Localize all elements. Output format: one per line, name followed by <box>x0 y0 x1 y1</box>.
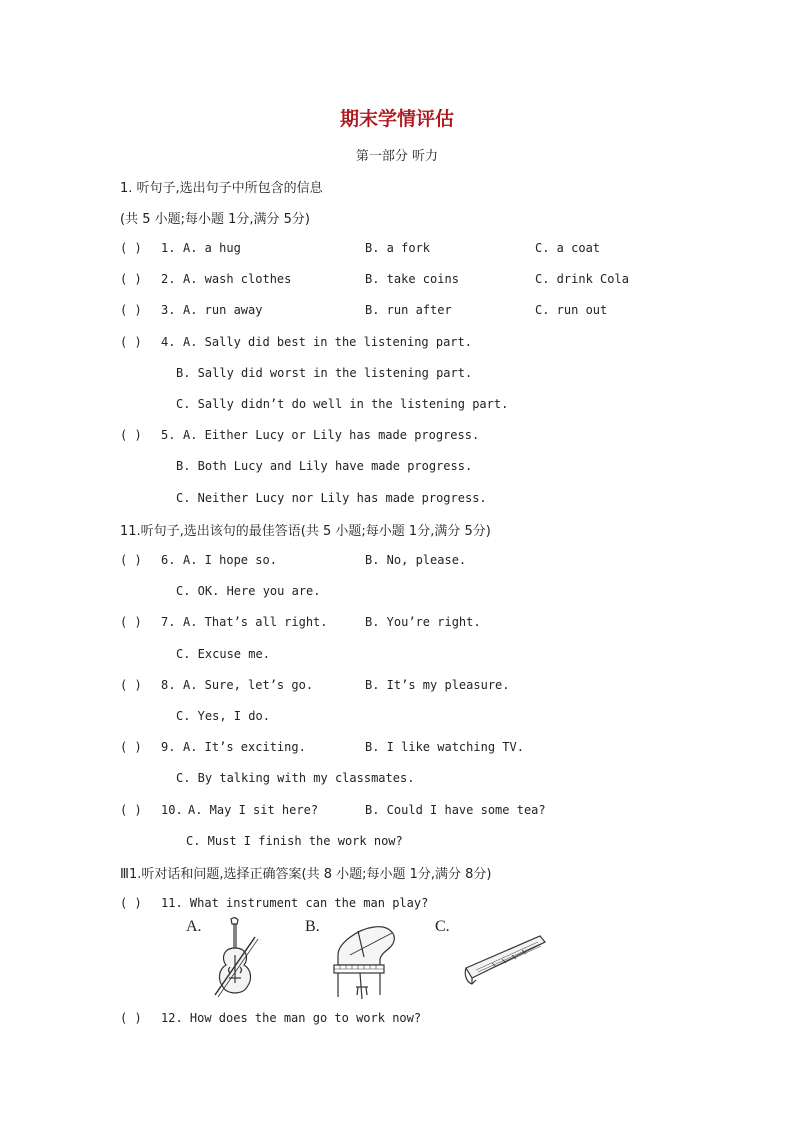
option-a-label: A. <box>186 918 202 935</box>
answer-blank[interactable]: ( ) <box>120 740 142 754</box>
answer-blank[interactable]: ( ) <box>120 303 142 317</box>
option-b: B. You’re right. <box>365 615 481 629</box>
question-number: 4. <box>161 335 176 349</box>
answer-blank[interactable]: ( ) <box>120 272 142 286</box>
question-number: 8. <box>161 678 176 692</box>
question-number: 6. <box>161 553 176 567</box>
question-number: 10. <box>161 803 183 817</box>
option-a: A. run away <box>183 303 263 317</box>
option-b: B. run after <box>365 303 452 317</box>
section1-heading: 1. 听句子,选出句子中所包含的信息 <box>120 181 323 196</box>
option-c: C. drink Cola <box>535 272 629 286</box>
option-b: B. I like watching TV. <box>365 740 524 754</box>
option-c: C. Yes, I do. <box>176 709 270 723</box>
section2-heading: 11.听句子,选出该句的最佳答语(共 5 小题;每小题 1分,满分 5分) <box>120 524 491 539</box>
option-b: B. Both Lucy and Lily have made progress. <box>176 459 473 473</box>
option-a: A. Sure, let’s go. <box>183 678 314 692</box>
answer-blank[interactable]: ( ) <box>120 678 142 692</box>
answer-blank[interactable]: ( ) <box>120 553 142 567</box>
option-a: A. a hug <box>183 241 241 255</box>
option-c-label: C. <box>435 918 450 935</box>
option-a: A. Either Lucy or Lily has made progress. <box>183 428 480 442</box>
answer-blank[interactable]: ( ) <box>120 335 142 349</box>
violin-icon[interactable] <box>205 915 265 1000</box>
option-a: A. Sally did best in the listening part. <box>183 335 472 349</box>
question-text: 11. What instrument can the man play? <box>161 896 429 910</box>
option-b: B. a fork <box>365 241 431 255</box>
option-c: C. By talking with my classmates. <box>176 771 415 785</box>
question-text: 12. How does the man go to work now? <box>161 1011 422 1025</box>
option-b: B. take coins <box>365 272 459 286</box>
option-a: A. I hope so. <box>183 553 277 567</box>
question-number: 2. <box>161 272 176 286</box>
option-b: B. It’s my pleasure. <box>365 678 510 692</box>
option-c: C. Must I finish the work now? <box>186 834 403 848</box>
option-a: A. It’s exciting. <box>183 740 306 754</box>
answer-blank[interactable]: ( ) <box>120 428 142 442</box>
answer-blank[interactable]: ( ) <box>120 896 142 910</box>
option-c: C. Neither Lucy nor Lily has made progress. <box>176 491 487 505</box>
option-b: B. No, please. <box>365 553 467 567</box>
answer-blank[interactable]: ( ) <box>120 1011 142 1025</box>
option-b: B. Sally did worst in the listening part. <box>176 366 473 380</box>
option-c: C. Sally didn’t do well in the listening part. <box>176 397 509 411</box>
option-a: A. wash clothes <box>183 272 292 286</box>
guzheng-icon[interactable] <box>462 930 548 990</box>
answer-blank[interactable]: ( ) <box>120 241 142 255</box>
question-number: 3. <box>161 303 176 317</box>
section3-heading: Ⅲ1.听对话和问题,选择正确答案(共 8 小题;每小题 1分,满分 8分) <box>120 867 492 882</box>
option-b: B. Could I have some tea? <box>365 803 546 817</box>
answer-blank[interactable]: ( ) <box>120 803 142 817</box>
option-b-label: B. <box>305 918 320 935</box>
option-c: C. OK. Here you are. <box>176 584 321 598</box>
page-title: 期末学情评估 <box>339 108 454 130</box>
question-number: 7. <box>161 615 176 629</box>
option-c: C. a coat <box>535 241 601 255</box>
option-a: A. May I sit here? <box>188 803 319 817</box>
answer-blank[interactable]: ( ) <box>120 615 142 629</box>
option-c: C. run out <box>535 303 608 317</box>
option-c: C. Excuse me. <box>176 647 270 661</box>
part-title: 第一部分 听力 <box>355 149 439 164</box>
section1-note: (共 5 小题;每小题 1分,满分 5分) <box>120 212 310 227</box>
question-number: 9. <box>161 740 176 754</box>
piano-icon[interactable] <box>330 925 402 1001</box>
question-number: 1. <box>161 241 176 255</box>
question-number: 5. <box>161 428 176 442</box>
option-a: A. That’s all right. <box>183 615 328 629</box>
